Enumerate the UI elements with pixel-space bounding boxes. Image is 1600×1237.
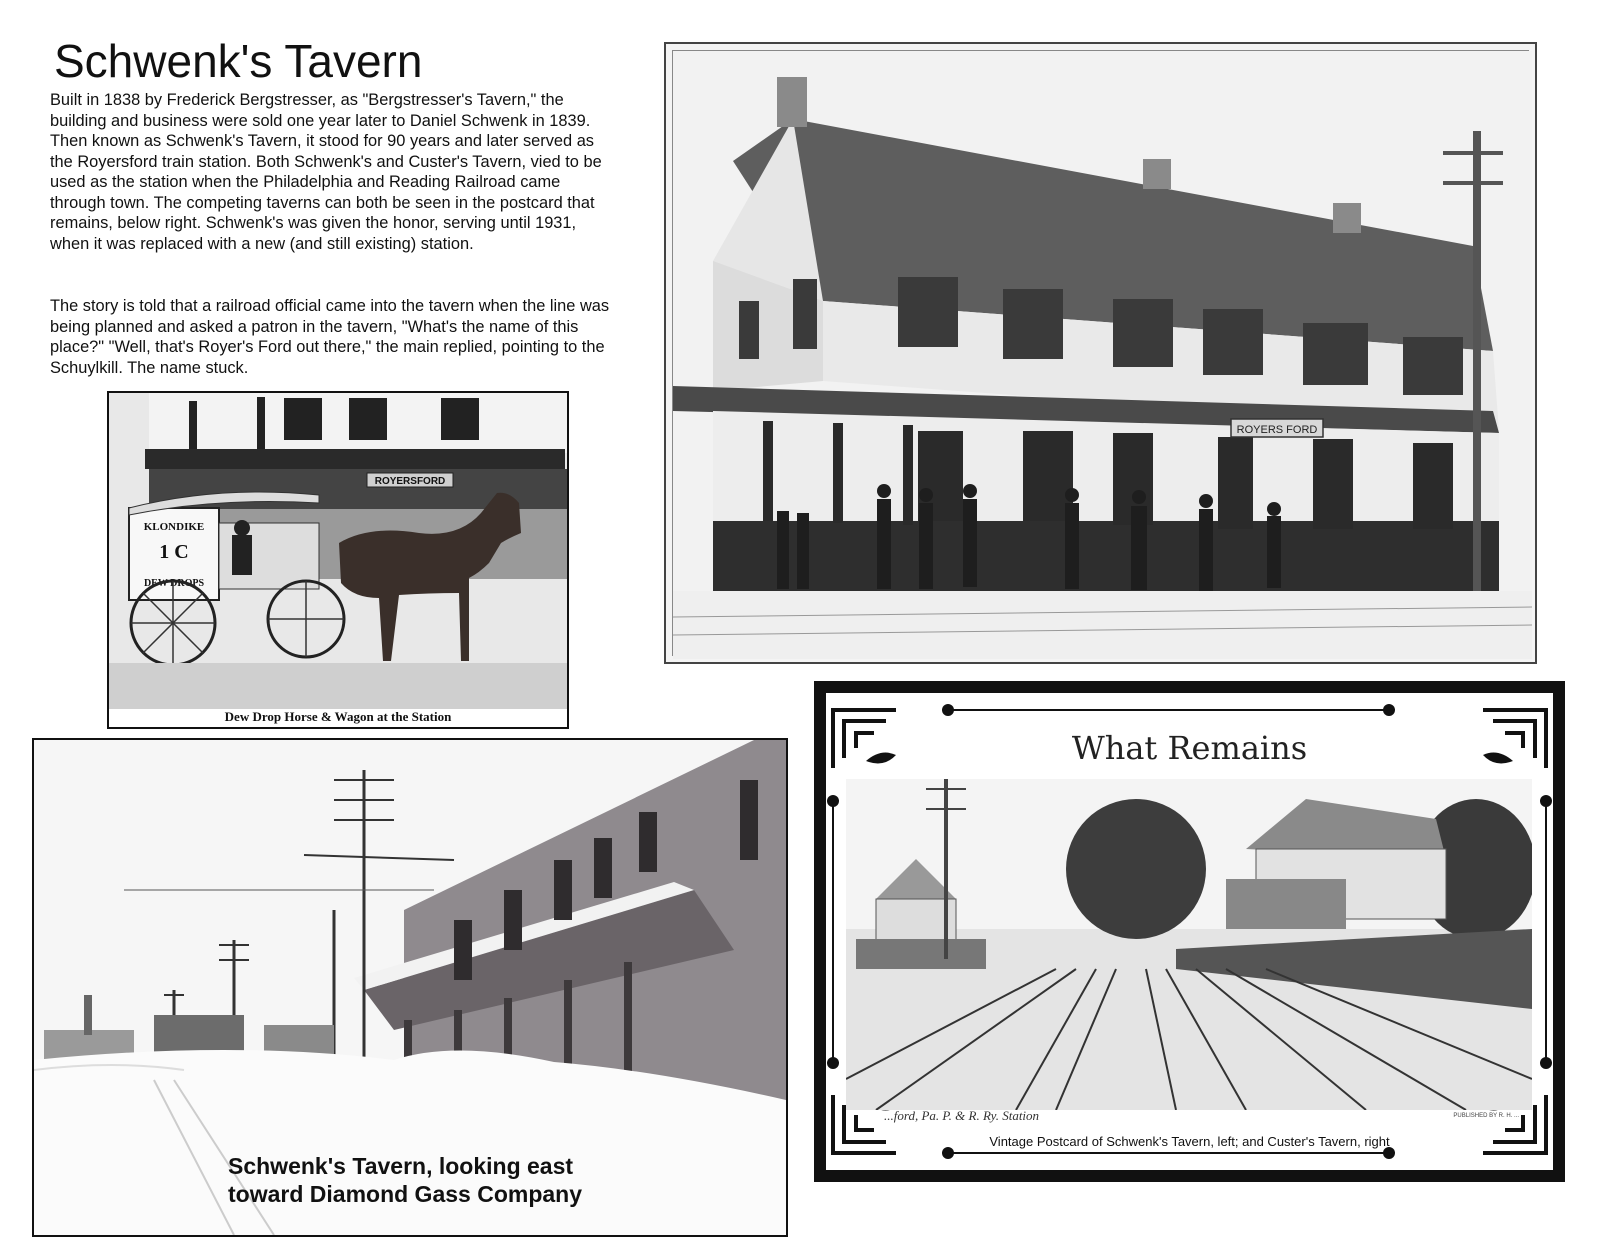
postcard-publisher-text: PUBLISHED BY R. H. ... [1453, 1113, 1519, 1119]
story-paragraph: The story is told that a railroad official came into the tavern when the line was being planned and asked a patron in the tavern, "What's the name of this place?" "Well, that's Royer's Ford out there," the main replied, pointing to the Schuylkill. The name stuck. [50, 297, 610, 377]
snow-caption-line-2: toward Diamond Gass Company [228, 1181, 583, 1207]
postcard-stamp-text: ...ford, Pa. P. & R. Ry. Station [884, 1108, 1040, 1123]
postcard-photo [846, 779, 1532, 1110]
wagon-text-number: 1 C [159, 541, 189, 563]
snow-photo-caption [228, 1152, 582, 1208]
station-sign: ROYERS FORD [1236, 424, 1318, 436]
postcard-caption: Vintage Postcard of Schwenk's Tavern, left; and Custer's Tavern, right [989, 1134, 1390, 1149]
snow-caption-line-1: Schwenk's Tavern, looking east [228, 1153, 574, 1179]
page-title: Schwenk's Tavern [54, 35, 423, 87]
snow-photo [32, 738, 788, 1237]
wagon-photo [107, 391, 569, 729]
postcard-frame [814, 681, 1565, 1182]
wagon-photo-sign: ROYERSFORD [374, 476, 446, 487]
wagon-photo-caption: Dew Drop Horse & Wagon at the Station [224, 709, 452, 724]
postcard-title: What Remains [1071, 729, 1308, 767]
history-paragraph: Built in 1838 by Frederick Bergstresser, as "Bergstresser's Tavern," the building and business were sold one year later to Daniel Schwenk in 1839. Then known as Schwenk's Tavern, it stood for 90 years and later served as the Royersford train station. Both Schwenk's and Custer's Tavern, vied to be used as the station when the Philadelphia and Reading Railroad came through town. The competing taverns can both be seen in the postcard that remains, below right. Schwenk's was given the honor, serving until 1931, when it was replaced with a new (and still existing) station. [50, 91, 602, 253]
wagon-text-klondike: KLONDIKE [143, 521, 205, 533]
station-photo [664, 42, 1537, 664]
wagon-text-dewdrops: DEW DROPS [143, 578, 205, 589]
